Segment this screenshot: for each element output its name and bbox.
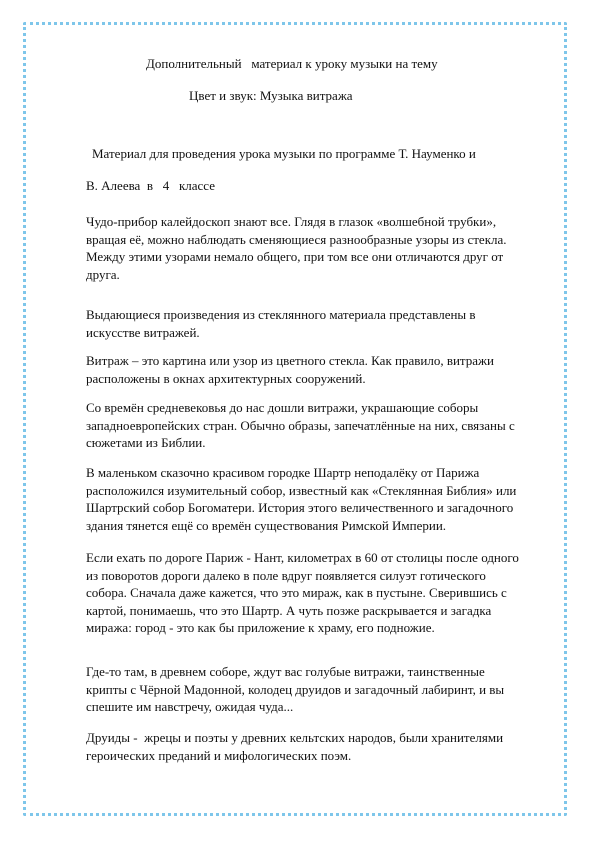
paragraph-line: героических преданий и мифологических поэм. — [86, 747, 352, 763]
paragraph-druids — [86, 729, 546, 764]
paragraph-line: искусстве витражей. — [86, 324, 200, 340]
paragraph-line: Между этими узорами немало общего, при том все они отличаются друг от — [86, 249, 504, 265]
paragraph-line: вращая её, можно наблюдать сменяющиеся разнообразные узоры из стекла. — [86, 231, 507, 247]
paragraph-line: миража: город - это как бы приложение к храму, его подножие. — [86, 620, 435, 636]
intro-line-2: В. Алеева в 4 классе — [86, 178, 216, 193]
paragraph-medieval — [86, 399, 546, 452]
paragraph-glass-works — [86, 306, 546, 341]
intro-line-1: Материал для проведения урока музыки по программе Т. Науменко и — [92, 146, 476, 161]
paragraph-line: крипты с Чёрной Мадонной, колодец друидов и загадочный лабиринт, и вы — [86, 681, 505, 697]
paragraph-line: Чудо-прибор калейдоскоп знают все. Глядя в глазок «волшебной трубки», — [86, 214, 497, 229]
paragraph-line: Витраж – это картина или узор из цветного стекла. Как правило, витражи — [86, 353, 494, 368]
paragraph-line: В маленьком сказочно красивом городке Шартр неподалёку от Парижа — [86, 465, 480, 480]
paragraph-line: здания тянется ещё со времён существования Римской Империи. — [86, 517, 447, 533]
paragraph-line: Друиды - жрецы и поэты у древних кельтских народов, были хранителями — [86, 730, 504, 745]
paragraph-chartres — [86, 464, 546, 534]
paragraph-line: спешите им навстречу, ожидая чуда... — [86, 699, 294, 715]
document-title: Дополнительный материал к уроку музыки на тему — [146, 56, 438, 71]
paragraph-line: Со времён средневековья до нас дошли витражи, украшающие соборы — [86, 400, 479, 415]
paragraph-vitrage-definition — [86, 352, 546, 387]
paragraph-line: из поворотов дороги далеко в поле вдруг появляется силуэт готического — [86, 567, 486, 583]
document-subtitle: Цвет и звук: Музыка витража — [189, 88, 353, 103]
paragraph-kaleidoscope — [86, 213, 546, 283]
paragraph-cathedral — [86, 663, 546, 716]
paragraph-line: картой, понимаешь, что это Шартр. А чуть позже раскрывается и загадка — [86, 602, 492, 618]
paragraph-line: собора. Сначала даже кажется, что это мираж, как в пустыне. Сверившись с — [86, 585, 507, 601]
paragraph-line: Выдающиеся произведения из стеклянного материала представлены в — [86, 307, 476, 322]
paragraph-line: сюжетами из Библии. — [86, 435, 206, 451]
paragraph-line: друга. — [86, 266, 120, 282]
paragraph-line: расположился изумительный собор, известный как «Стеклянная Библия» или — [86, 482, 517, 498]
paragraph-line: расположены в окнах архитектурных сооружений. — [86, 370, 366, 386]
paragraph-line: западноевропейских стран. Обычно образы, запечатлённые на них, связаны с — [86, 417, 515, 433]
paragraph-line: Где-то там, в древнем соборе, ждут вас голубые витражи, таинственные — [86, 664, 485, 679]
paragraph-line: Если ехать по дороге Париж - Нант, километрах в 60 от столицы после одного — [86, 550, 519, 565]
paragraph-line: Шартрский собор Богоматери. История этого величественного и загадочного — [86, 500, 514, 516]
paragraph-road — [86, 549, 546, 637]
